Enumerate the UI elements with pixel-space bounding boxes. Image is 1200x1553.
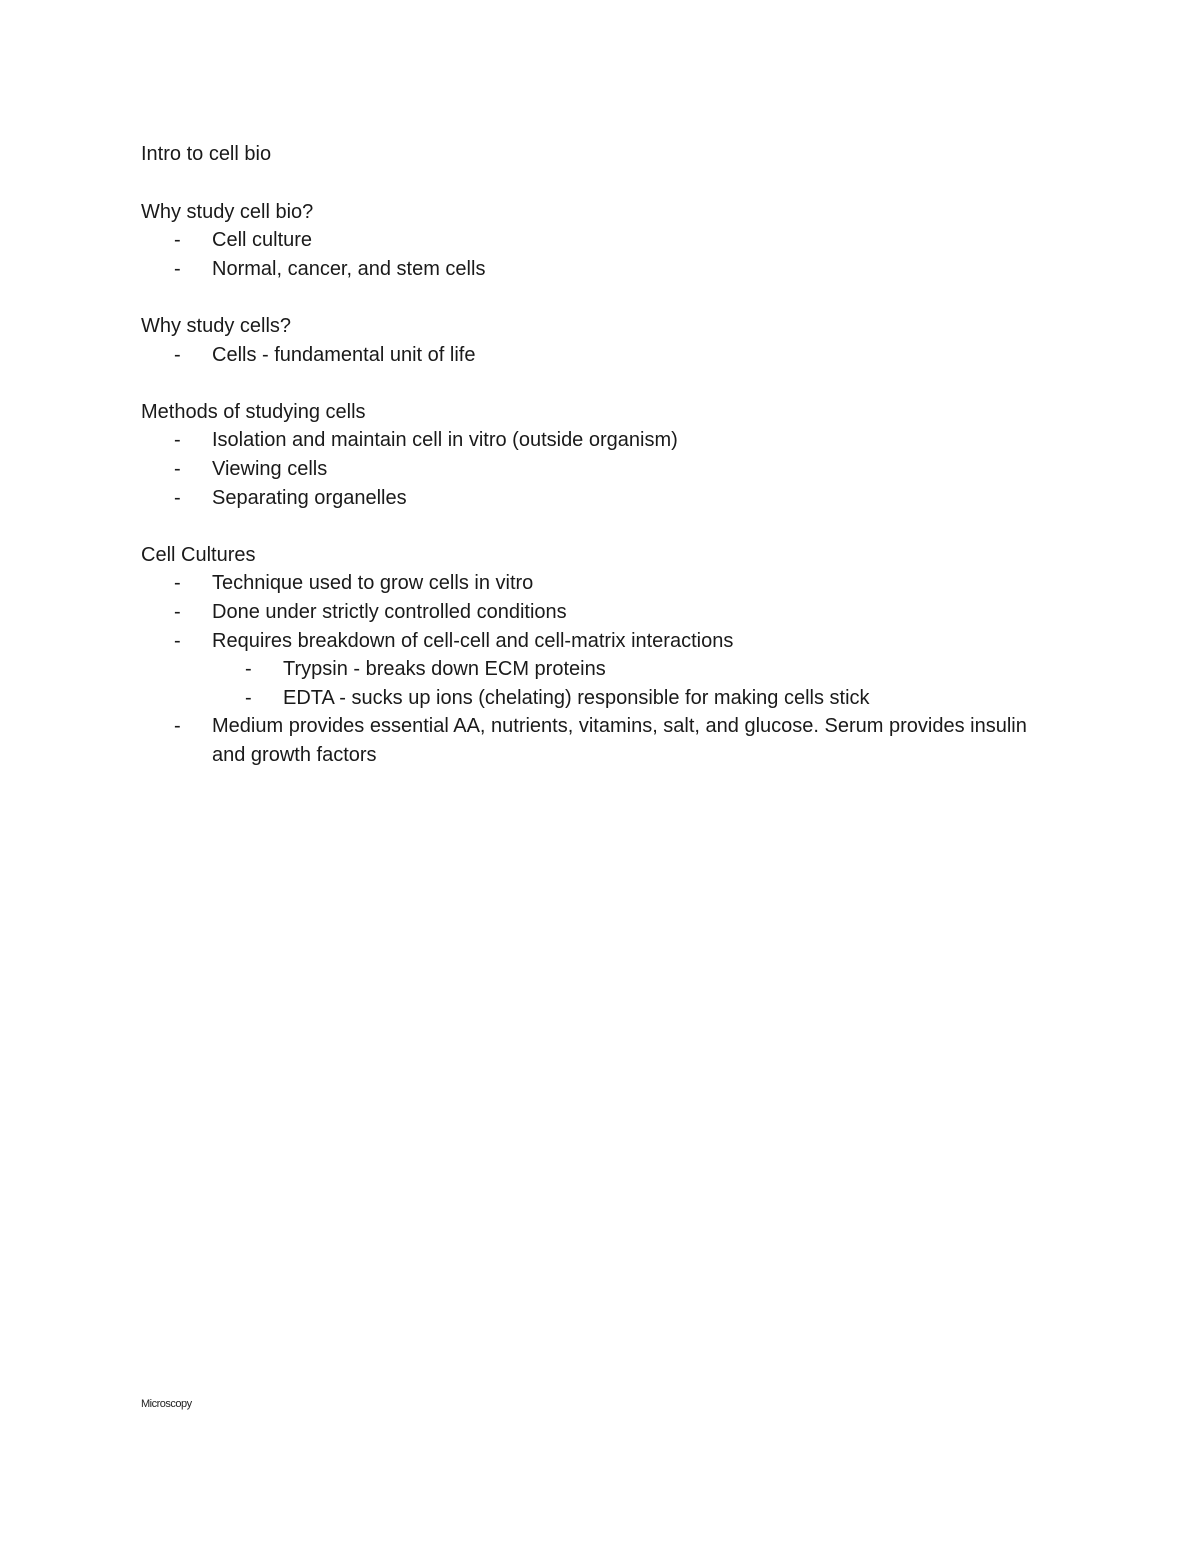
- dash-bullet: -: [174, 715, 181, 738]
- sub-list-item: [212, 684, 1041, 713]
- dash-bullet: -: [174, 343, 181, 366]
- dash-bullet: -: [245, 686, 252, 709]
- list-item: [141, 712, 1041, 769]
- list-item: [141, 426, 1041, 455]
- section-methods-of-studying-cells: [141, 398, 1041, 512]
- list-item-text: Cells - fundamental unit of life: [212, 343, 476, 366]
- list-item-text: Done under strictly controlled conditions: [212, 600, 567, 623]
- list-item: [141, 255, 1041, 284]
- dash-bullet: -: [174, 429, 181, 452]
- dash-bullet: -: [174, 257, 181, 280]
- sub-list-item-text: EDTA - sucks up ions (chelating) responsible for making cells stick: [283, 686, 870, 709]
- sub-bullet-list: [212, 655, 1041, 712]
- dash-bullet: -: [174, 600, 181, 623]
- list-item-text: Technique used to grow cells in vitro: [212, 572, 534, 595]
- section-why-study-cells: [141, 312, 1041, 369]
- list-item-text: Viewing cells: [212, 457, 328, 480]
- section-why-study-cell-bio: [141, 198, 1041, 284]
- footer-note: Microscopy: [141, 1398, 192, 1410]
- list-item: [141, 484, 1041, 513]
- list-item-text: Requires breakdown of cell-cell and cell-matrix interactions: [212, 629, 734, 652]
- dash-bullet: -: [174, 572, 181, 595]
- bullet-list: [141, 341, 1041, 370]
- list-item-text: Separating organelles: [212, 486, 407, 509]
- list-item-text: Normal, cancer, and stem cells: [212, 257, 486, 280]
- dash-bullet: -: [245, 658, 252, 681]
- dash-bullet: -: [174, 486, 181, 509]
- list-item: [141, 627, 1041, 713]
- bullet-list: [141, 569, 1041, 769]
- list-item: [141, 341, 1041, 370]
- section-heading: Why study cell bio?: [141, 200, 314, 223]
- list-item: [141, 598, 1041, 627]
- list-item-text: Medium provides essential AA, nutrients, vitamins, salt, and glucose. Serum provides insulin and growth factors: [212, 715, 1027, 766]
- dash-bullet: -: [174, 457, 181, 480]
- list-item-text: Cell culture: [212, 229, 313, 252]
- section-heading: Why study cells?: [141, 314, 292, 337]
- section-cell-cultures: [141, 541, 1041, 770]
- dash-bullet: -: [174, 629, 181, 652]
- bullet-list: [141, 226, 1041, 283]
- list-item: [141, 455, 1041, 484]
- section-heading: Cell Cultures: [141, 543, 256, 566]
- sub-list-item-text: Trypsin - breaks down ECM proteins: [283, 658, 606, 681]
- dash-bullet: -: [174, 229, 181, 252]
- list-item: [141, 226, 1041, 255]
- list-item-text: Isolation and maintain cell in vitro (outside organism): [212, 429, 678, 452]
- section-heading: Methods of studying cells: [141, 400, 366, 423]
- sub-list-item: [212, 655, 1041, 684]
- bullet-list: [141, 426, 1041, 512]
- document-title: Intro to cell bio: [141, 143, 272, 165]
- list-item: [141, 569, 1041, 598]
- document-body: [141, 140, 1041, 798]
